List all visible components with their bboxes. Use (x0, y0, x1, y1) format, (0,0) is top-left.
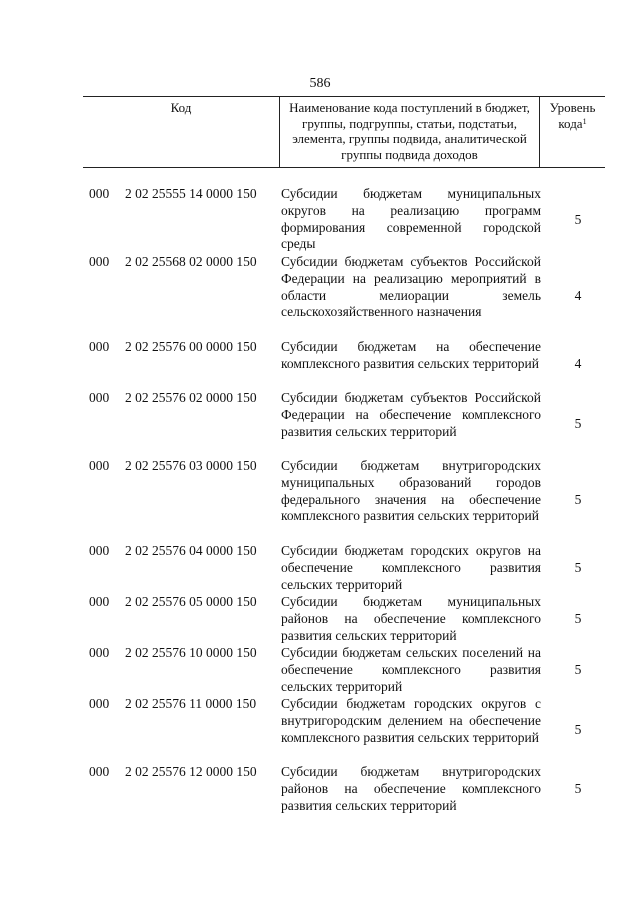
budget-code: 2 02 25576 05 0000 150 (125, 594, 257, 609)
code-name: Субсидии бюджетам муниципальных округов на реализацию программ формирования современной городской среды (281, 186, 541, 252)
page-number: 586 (309, 76, 331, 91)
code-name: Субсидии бюджетам городских округов на обеспечение комплексного развития сельских территорий (281, 543, 541, 592)
header-name: Наименование кода поступлений в бюджет, группы, подгруппы, статьи, подстатьи, элемента, группы подвида, аналитической группы подвида доходов (279, 97, 540, 167)
budget-code: 2 02 25576 02 0000 150 (125, 390, 257, 405)
code-name: Субсидии бюджетам внутригородских районов на обеспечение комплексного развития сельских территорий (281, 764, 541, 813)
code-name: Субсидии бюджетам сельских поселений на обеспечение комплексного развития сельских территорий (281, 645, 541, 694)
budget-code: 2 02 25576 12 0000 150 (125, 764, 257, 779)
code-level: 5 (574, 721, 582, 737)
code-level: 5 (574, 211, 582, 227)
admin-code: 000 (89, 339, 110, 354)
admin-code: 000 (89, 390, 110, 405)
code-name: Субсидии бюджетам внутригородских муниципальных образований городов федерального значения на обеспечение комплексного развития сельских территорий (281, 458, 541, 524)
table-row (83, 645, 605, 696)
admin-code: 000 (89, 696, 110, 711)
admin-code: 000 (89, 594, 110, 609)
admin-code: 000 (89, 543, 110, 558)
table-row (83, 594, 605, 645)
code-level: 5 (574, 492, 582, 508)
table-row (83, 458, 605, 543)
header-level (540, 97, 605, 167)
admin-code: 000 (89, 254, 110, 269)
budget-code: 2 02 25576 10 0000 150 (125, 645, 257, 660)
code-level: 5 (574, 662, 582, 678)
code-name: Субсидии бюджетам субъектов Российской Федерации на реализацию мероприятий в области мелиорации земель сельскохозяйственного назначения (281, 254, 541, 320)
code-name: Субсидии бюджетам субъектов Российской Федерации на обеспечение комплексного развития сельских территорий (281, 390, 541, 439)
budget-code: 2 02 25555 14 0000 150 (125, 186, 257, 201)
table-row (83, 186, 605, 254)
admin-code: 000 (89, 186, 110, 201)
table-row (83, 764, 605, 815)
budget-code: 2 02 25568 02 0000 150 (125, 254, 257, 269)
header-level-label: Уровень кода (549, 100, 596, 131)
budget-code: 2 02 25576 04 0000 150 (125, 543, 257, 558)
header-level-footnote: 1 (582, 116, 587, 126)
header-code: Код (170, 100, 192, 115)
table-row (83, 696, 605, 764)
code-level: 5 (574, 611, 582, 627)
code-level: 5 (574, 415, 582, 431)
code-name: Субсидии бюджетам муниципальных районов на обеспечение комплексного развития сельских территорий (281, 594, 541, 643)
table-body (83, 186, 605, 815)
table-row (83, 254, 605, 339)
budget-code: 2 02 25576 11 0000 150 (125, 696, 257, 711)
admin-code: 000 (89, 764, 110, 779)
admin-code: 000 (89, 645, 110, 660)
code-level: 4 (574, 356, 582, 372)
table-row (83, 390, 605, 458)
budget-code: 2 02 25576 03 0000 150 (125, 458, 257, 473)
code-level: 5 (574, 781, 582, 797)
code-level: 5 (574, 560, 582, 576)
code-name: Субсидии бюджетам на обеспечение комплексного развития сельских территорий (281, 339, 541, 371)
table-header (83, 96, 605, 168)
table-row (83, 543, 605, 594)
budget-code: 2 02 25576 00 0000 150 (125, 339, 257, 354)
code-level: 4 (574, 288, 582, 304)
code-name: Субсидии бюджетам городских округов с внутригородским делением на обеспечение комплексного развития сельских территорий (281, 696, 541, 745)
table-row (83, 339, 605, 390)
admin-code: 000 (89, 458, 110, 473)
